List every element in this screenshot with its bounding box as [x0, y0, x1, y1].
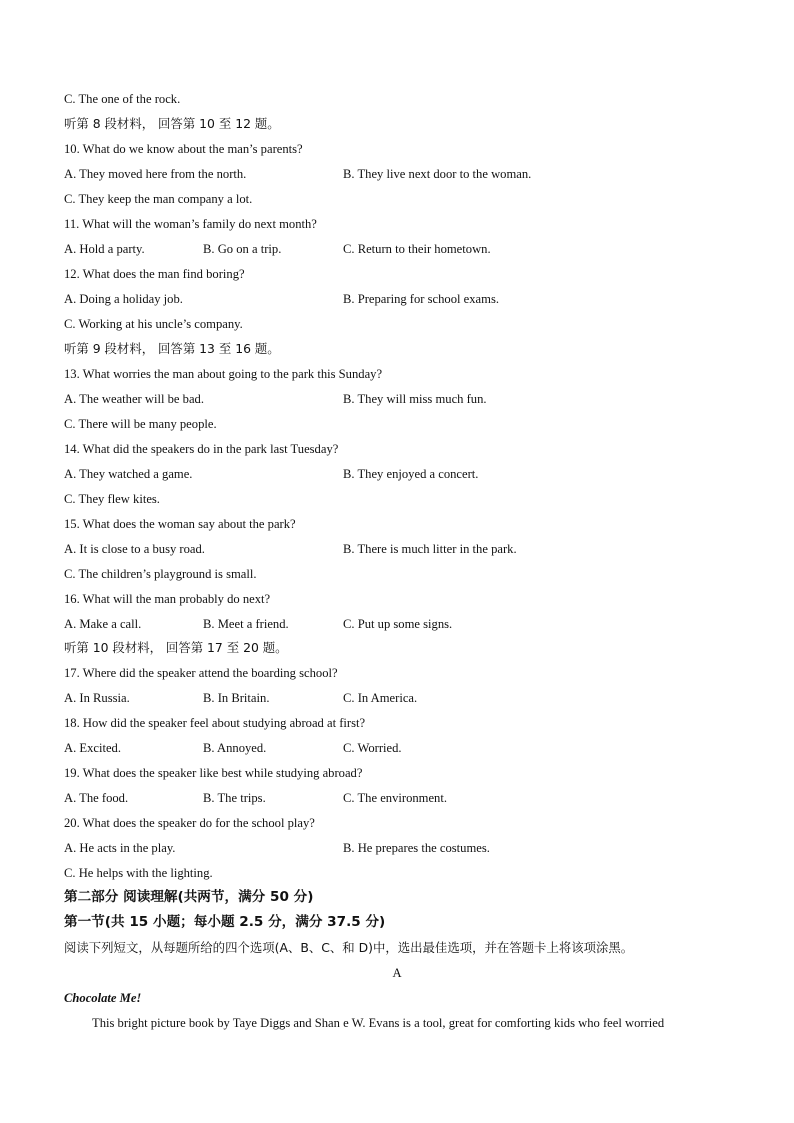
- option-b: B. Go on a trip.: [203, 242, 282, 256]
- option-a: A. They moved here from the north.: [64, 167, 247, 181]
- section-heading: 听第 8 段材料， 回答第 10 至 12 题。: [64, 116, 280, 131]
- question-text: 16. What will the man probably do next?: [64, 592, 271, 606]
- question-text: 15. What does the woman say about the park?: [64, 517, 296, 531]
- option-c: C. Worried.: [343, 741, 402, 755]
- question-text: 18. How did the speaker feel about studying abroad at first?: [64, 716, 366, 730]
- part-subtitle: 第一节(共 15 小题；每小题 2.5 分，满分 37.5 分): [64, 914, 386, 930]
- option-a: A. Doing a holiday job.: [64, 292, 183, 306]
- question-text: 17. Where did the speaker attend the boarding school?: [64, 666, 338, 680]
- option-b: B. He prepares the costumes.: [343, 841, 490, 855]
- option-c: C. The children’s playground is small.: [64, 567, 257, 581]
- option-a: A. Make a call.: [64, 617, 142, 631]
- option-b: B. They enjoyed a concert.: [343, 467, 479, 481]
- option-a: A. Hold a party.: [64, 242, 145, 256]
- option-b: B. In Britain.: [203, 691, 270, 705]
- option-a: A. They watched a game.: [64, 467, 193, 481]
- question-text: 11. What will the woman’s family do next month?: [64, 217, 317, 231]
- option-a: A. The weather will be bad.: [64, 392, 205, 406]
- option-c: C. The environment.: [343, 791, 447, 805]
- passage-title: Chocolate Me!: [64, 991, 142, 1005]
- option-c: C. They keep the man company a lot.: [64, 192, 253, 206]
- question-text: 13. What worries the man about going to the park this Sunday?: [64, 367, 383, 381]
- option-b: B. There is much litter in the park.: [343, 542, 517, 556]
- option-b: B. The trips.: [203, 791, 266, 805]
- option-c: C. He helps with the lighting.: [64, 866, 213, 880]
- question-text: 10. What do we know about the man’s parents?: [64, 142, 303, 156]
- option-a: A. In Russia.: [64, 691, 130, 705]
- part-title: 第二部分 阅读理解(共两节，满分 50 分): [64, 889, 314, 905]
- option-b: B. They live next door to the woman.: [343, 167, 532, 181]
- option-a: A. The food.: [64, 791, 129, 805]
- option-b: B. They will miss much fun.: [343, 392, 487, 406]
- option-c: C. In America.: [343, 691, 418, 705]
- passage-label: A: [392, 966, 402, 980]
- question-text: 19. What does the speaker like best while studying abroad?: [64, 766, 363, 780]
- option-c: C. They flew kites.: [64, 492, 160, 506]
- option-b: B. Annoyed.: [203, 741, 267, 755]
- question-text: 14. What did the speakers do in the park last Tuesday?: [64, 442, 339, 456]
- part-instruction: 阅读下列短文，从每题所给的四个选项(A、B、C、和 D)中，选出最佳选项，并在答题卡上将该项涂黑。: [64, 940, 634, 955]
- section-heading: 听第 10 段材料， 回答第 17 至 20 题。: [64, 640, 288, 655]
- option-a: A. Excited.: [64, 741, 122, 755]
- question-text: 20. What does the speaker do for the school play?: [64, 816, 315, 830]
- option-c: C. Return to their hometown.: [343, 242, 491, 256]
- option-c: C. There will be many people.: [64, 417, 217, 431]
- section-heading: 听第 9 段材料， 回答第 13 至 16 题。: [64, 341, 280, 356]
- option-c: C. Working at his uncle’s company.: [64, 317, 243, 331]
- option-b: B. Meet a friend.: [203, 617, 289, 631]
- passage-text: This bright picture book by Taye Diggs and Shan e W. Evans is a tool, great for comforting kids who feel worried: [92, 1016, 665, 1030]
- option-a: A. He acts in the play.: [64, 841, 176, 855]
- option-a: A. It is close to a busy road.: [64, 542, 205, 556]
- option-text: C. The one of the rock.: [64, 92, 181, 106]
- option-c: C. Put up some signs.: [343, 617, 453, 631]
- question-text: 12. What does the man find boring?: [64, 267, 245, 281]
- option-b: B. Preparing for school exams.: [343, 292, 499, 306]
